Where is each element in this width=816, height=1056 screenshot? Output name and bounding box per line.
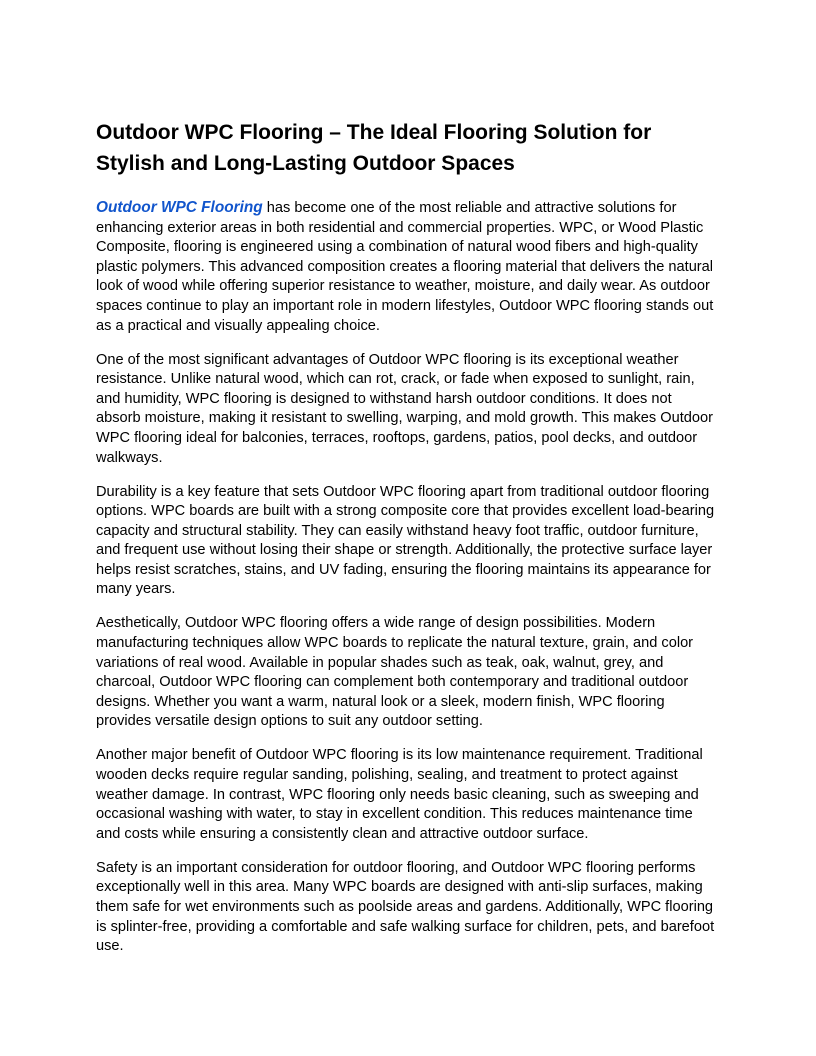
document-page <box>96 117 720 971</box>
outdoor-wpc-flooring-link[interactable]: Outdoor WPC Flooring <box>96 199 263 216</box>
paragraph-weather-resistance: One of the most significant advantages of Outdoor WPC flooring is its exceptional weather resistance. Unlike natural wood, which can rot, crack, or fade when exposed to sunlight, rain, and humidity, WPC flooring is designed to withstand harsh outdoor conditions. It does not absorb moisture, making it resistant to swelling, warping, and mold growth. This makes Outdoor WPC flooring ideal for balconies, terraces, rooftops, gardens, patios, pool decks, and outdoor walkways. <box>96 351 713 466</box>
paragraph-durability: Durability is a key feature that sets Outdoor WPC flooring apart from traditional outdoor flooring options. WPC boards are built with a strong composite core that provides excellent load-bearing capacity and structural stability. They can easily withstand heavy foot traffic, outdoor furniture, and frequent use without losing their shape or strength. Additionally, the protective surface layer helps resist scratches, stains, and UV fading, ensuring the flooring maintains its appearance for many years. <box>96 483 715 598</box>
intro-text: has become one of the most reliable and attractive solutions for enhancing exterior areas in both residential and commercial properties. WPC, or Wood Plastic Composite, flooring is engineered using a combination of natural wood fibers and high-quality plastic polymers. This advanced composition creates a flooring material that delivers the natural look of wood while offering superior resistance to weather, moisture, and daily wear. As outdoor spaces continue to play an important role in modern lifestyles, Outdoor WPC flooring stands out as a practical and visually appealing choice. <box>96 200 714 334</box>
paragraph-aesthetics: Aesthetically, Outdoor WPC flooring offers a wide range of design possibilities. Modern manufacturing techniques allow WPC boards to replicate the natural texture, grain, and color variations of real wood. Available in popular shades such as teak, oak, walnut, grey, and charcoal, Outdoor WPC flooring can complement both contemporary and traditional outdoor designs. Whether you want a warm, natural look or a sleek, modern finish, WPC flooring provides versatile design options to suit any outdoor setting. <box>96 615 694 730</box>
intro-paragraph <box>96 198 720 336</box>
paragraph-low-maintenance: Another major benefit of Outdoor WPC flooring is its low maintenance requirement. Traditional wooden decks require regular sanding, polishing, sealing, and treatment to protect against weather damage. In contrast, WPC flooring only needs basic cleaning, such as sweeping and occasional washing with water, to stay in excellent condition. This reduces maintenance time and costs while ensuring a consistently clean and attractive outdoor surface. <box>96 747 703 842</box>
paragraph-safety: Safety is an important consideration for outdoor flooring, and Outdoor WPC flooring performs exceptionally well in this area. Many WPC boards are designed with anti-slip surfaces, making them safe for wet environments such as poolside areas and gardens. Additionally, WPC flooring is splinter-free, providing a comfortable and safe walking surface for children, pets, and barefoot use. <box>96 859 715 955</box>
page-title: Outdoor WPC Flooring – The Ideal Flooring Solution for Stylish and Long-Lasting Outdoor Spaces <box>96 121 652 175</box>
